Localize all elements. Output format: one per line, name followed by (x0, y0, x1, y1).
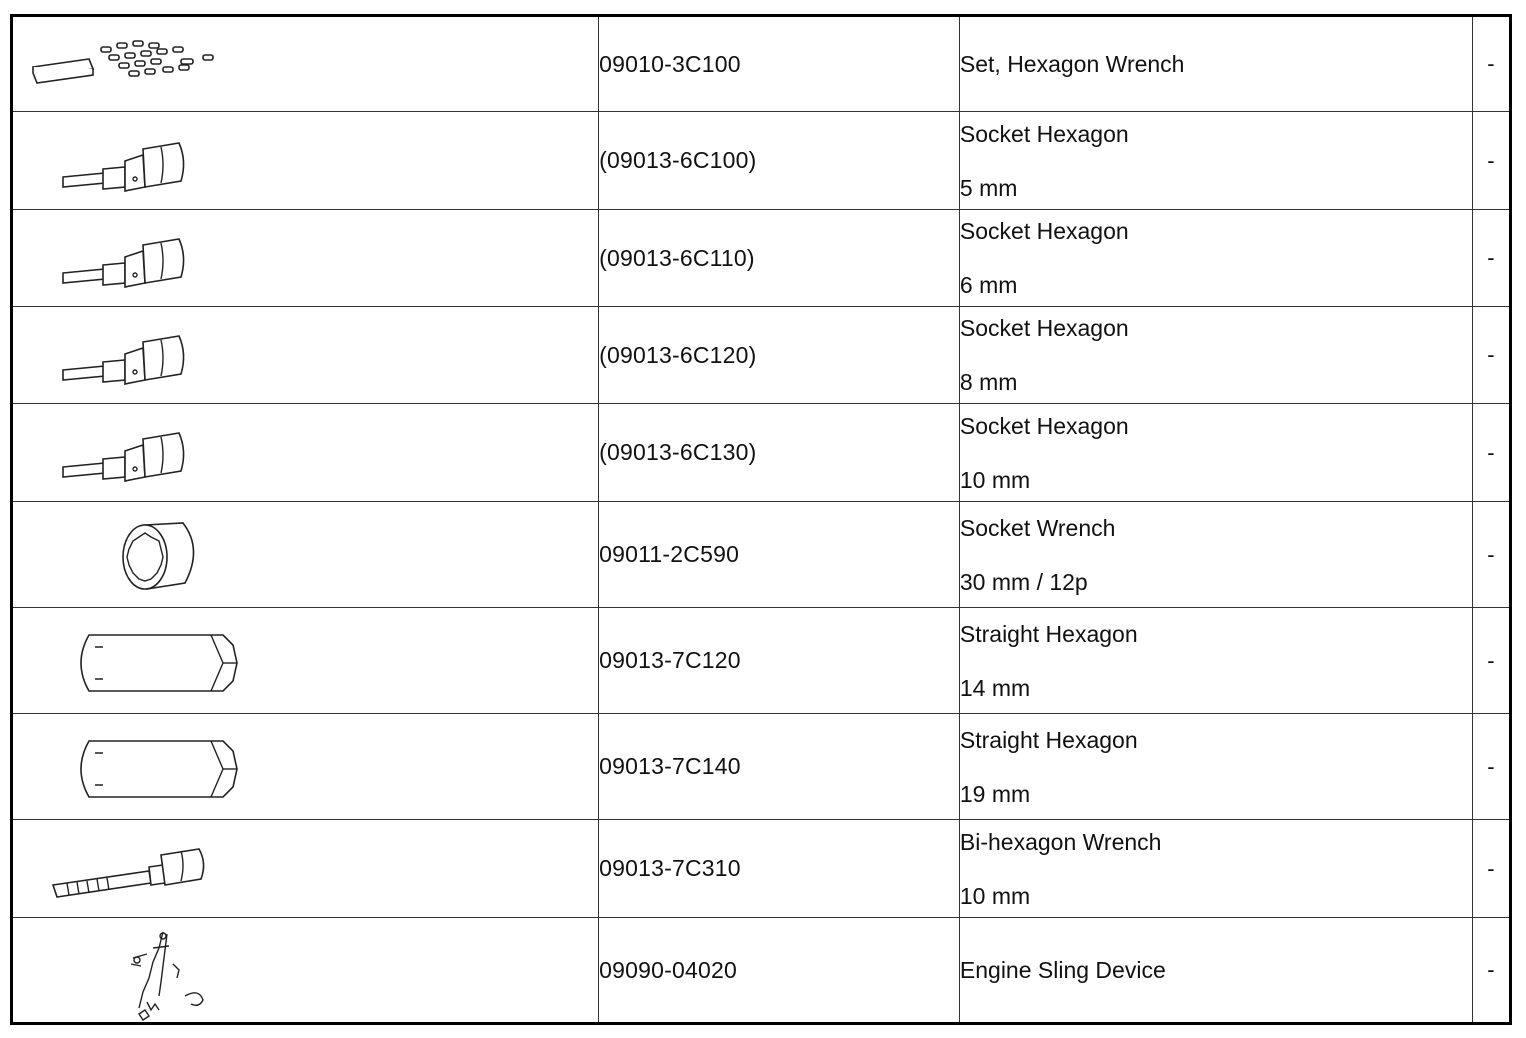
part-number: (09013-6C120) (599, 307, 960, 404)
tool-image-cell (12, 502, 599, 608)
tool-image-cell (12, 16, 599, 112)
tool-name-cell (959, 714, 1472, 820)
tool-name: Straight Hexagon (959, 726, 1138, 753)
note-mark: - (1472, 608, 1510, 714)
tool-name-cell (959, 502, 1472, 608)
tool-name-cell (959, 307, 1472, 404)
tool-size: 30 mm / 12p (959, 568, 1088, 595)
table-row (12, 502, 1511, 608)
socket-hexagon-icon (13, 211, 599, 306)
note-mark: - (1472, 918, 1510, 1024)
tool-image-cell (12, 608, 599, 714)
part-number: 09013-7C310 (599, 820, 960, 918)
tool-name-cell (959, 820, 1472, 918)
part-number: 09013-7C120 (599, 608, 960, 714)
tool-size: 8 mm (959, 369, 1018, 395)
table-row (12, 608, 1511, 714)
table-row (12, 404, 1511, 502)
tool-name: Socket Hexagon (959, 218, 1129, 244)
tool-name-cell (959, 404, 1472, 502)
tool-name: Socket Hexagon (959, 120, 1129, 147)
table-row (12, 112, 1511, 210)
tool-size: 14 mm (959, 674, 1031, 701)
tool-name: Straight Hexagon (959, 620, 1138, 647)
straight-hexagon-icon (13, 715, 599, 819)
tool-size: 10 mm (959, 882, 1031, 909)
table-row (12, 820, 1511, 918)
special-tools-table (10, 14, 1512, 1025)
note-mark: - (1472, 112, 1510, 210)
socket-hexagon-icon (13, 405, 599, 501)
socket-hexagon-icon (13, 113, 599, 209)
tool-image-cell (12, 210, 599, 307)
part-number: 09010-3C100 (599, 16, 960, 112)
tool-image-cell (12, 112, 599, 210)
tool-size: 19 mm (959, 780, 1031, 807)
tool-name-cell (959, 210, 1472, 307)
tool-image-cell (12, 404, 599, 502)
socket-wrench-icon (13, 503, 599, 607)
tool-size: 5 mm (959, 174, 1018, 201)
tool-name: Bi-hexagon Wrench (959, 828, 1162, 855)
hexagon-wrench-set-icon (13, 17, 599, 111)
tool-name: Socket Hexagon (959, 315, 1129, 341)
part-number: 09013-7C140 (599, 714, 960, 820)
part-number: (09013-6C100) (599, 112, 960, 210)
table-row (12, 714, 1511, 820)
note-mark: - (1472, 502, 1510, 608)
tool-name: Socket Wrench (959, 514, 1116, 541)
note-mark: - (1472, 16, 1510, 112)
tool-name: Engine Sling Device (959, 957, 1166, 983)
part-number: (09013-6C110) (599, 210, 960, 307)
tool-name-cell (959, 918, 1472, 1024)
note-mark: - (1472, 404, 1510, 502)
note-mark: - (1472, 307, 1510, 404)
tool-image-cell (12, 918, 599, 1024)
tool-name-cell (959, 112, 1472, 210)
note-mark: - (1472, 714, 1510, 820)
straight-hexagon-icon (13, 609, 599, 713)
part-number: (09013-6C130) (599, 404, 960, 502)
tool-image-cell (12, 820, 599, 918)
tool-name: Set, Hexagon Wrench (959, 51, 1185, 77)
engine-sling-device-icon (13, 918, 599, 1022)
tool-image-cell (12, 307, 599, 404)
socket-hexagon-icon (13, 308, 599, 403)
bi-hexagon-wrench-icon (13, 821, 599, 917)
table-row (12, 307, 1511, 404)
table-row (12, 16, 1511, 112)
tool-size: 10 mm (959, 466, 1031, 493)
tool-name-cell (959, 16, 1472, 112)
tool-size: 6 mm (959, 272, 1018, 298)
tool-image-cell (12, 714, 599, 820)
table-row (12, 210, 1511, 307)
table-row (12, 918, 1511, 1024)
tool-name: Socket Hexagon (959, 412, 1129, 439)
note-mark: - (1472, 820, 1510, 918)
part-number: 09011-2C590 (599, 502, 960, 608)
note-mark: - (1472, 210, 1510, 307)
tool-name-cell (959, 608, 1472, 714)
part-number: 09090-04020 (599, 918, 960, 1024)
